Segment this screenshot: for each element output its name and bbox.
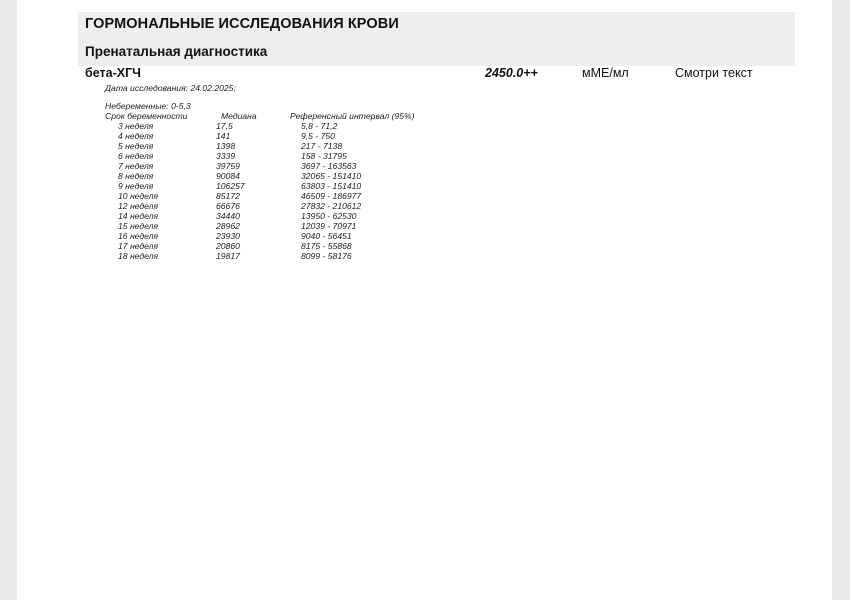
row-range: 3697 - 163563 — [301, 161, 357, 171]
table-row — [105, 141, 465, 151]
row-median: 106257 — [216, 181, 245, 191]
row-week: 10 неделя — [118, 191, 159, 201]
table-row — [105, 121, 465, 131]
row-week: 8 неделя — [118, 171, 154, 181]
header-range: Референсный интервал (95%) — [290, 111, 415, 121]
row-median: 34440 — [216, 211, 240, 221]
row-range: 5,8 - 71,2 — [301, 121, 338, 131]
row-week: 18 неделя — [118, 251, 159, 261]
reference-table-body — [105, 121, 465, 261]
row-week: 17 неделя — [118, 241, 159, 251]
row-range: 158 - 31795 — [301, 151, 347, 161]
row-range: 27832 - 210612 — [301, 201, 362, 211]
table-row — [105, 151, 465, 161]
row-week: 3 неделя — [118, 121, 154, 131]
table-row — [105, 251, 465, 261]
table-row — [105, 191, 465, 201]
row-range: 12039 - 70971 — [301, 221, 357, 231]
study-date: Дата исследования: 24.02.2025; — [105, 83, 236, 93]
table-row — [105, 231, 465, 241]
row-median: 20860 — [216, 241, 240, 251]
table-row — [105, 211, 465, 221]
row-range: 32065 - 151410 — [301, 171, 362, 181]
row-week: 15 неделя — [118, 221, 159, 231]
row-range: 8175 - 55868 — [301, 241, 352, 251]
row-median: 3339 — [216, 151, 236, 161]
table-row — [105, 131, 465, 141]
table-row — [105, 241, 465, 251]
row-range: 9,5 - 750 — [301, 131, 335, 141]
test-units: мМЕ/мл — [582, 66, 629, 80]
section-title: ГОРМОНАЛЬНЫЕ ИССЛЕДОВАНИЯ КРОВИ — [85, 16, 399, 32]
table-row — [105, 221, 465, 231]
row-week: 14 неделя — [118, 211, 159, 221]
row-range: 9040 - 56451 — [301, 231, 352, 241]
row-range: 217 - 7138 — [301, 141, 343, 151]
row-median: 85172 — [216, 191, 240, 201]
row-median: 66676 — [216, 201, 240, 211]
header-week: Срок беременности — [105, 111, 188, 121]
table-row — [105, 201, 465, 211]
row-week: 6 неделя — [118, 151, 154, 161]
test-value: 2450.0++ — [485, 66, 538, 80]
row-week: 16 неделя — [118, 231, 159, 241]
reference-table-header — [105, 111, 465, 121]
row-range: 46509 - 186977 — [301, 191, 362, 201]
table-row — [105, 161, 465, 171]
section-subtitle: Пренатальная диагностика — [85, 44, 268, 59]
row-week: 4 неделя — [118, 131, 154, 141]
row-range: 13950 - 62530 — [301, 211, 357, 221]
row-week: 12 неделя — [118, 201, 159, 211]
test-reference: Смотри текст — [675, 66, 753, 80]
test-name: бета-ХГЧ — [85, 66, 141, 80]
row-median: 1398 — [216, 141, 236, 151]
header-median: Медиана — [221, 111, 257, 121]
row-week: 5 неделя — [118, 141, 154, 151]
row-median: 23930 — [216, 231, 240, 241]
row-median: 39759 — [216, 161, 240, 171]
table-row — [105, 171, 465, 181]
table-row — [105, 181, 465, 191]
row-week: 9 неделя — [118, 181, 154, 191]
row-median: 141 — [216, 131, 231, 141]
row-median: 19817 — [216, 251, 240, 261]
reference-table — [105, 111, 465, 261]
row-range: 8099 - 58176 — [301, 251, 352, 261]
row-median: 28962 — [216, 221, 240, 231]
row-median: 90084 — [216, 171, 240, 181]
row-median: 17,5 — [216, 121, 233, 131]
row-range: 63803 - 151410 — [301, 181, 362, 191]
row-week: 7 неделя — [118, 161, 154, 171]
non-pregnant-range: Небеременные: 0-5,3 — [105, 101, 191, 111]
